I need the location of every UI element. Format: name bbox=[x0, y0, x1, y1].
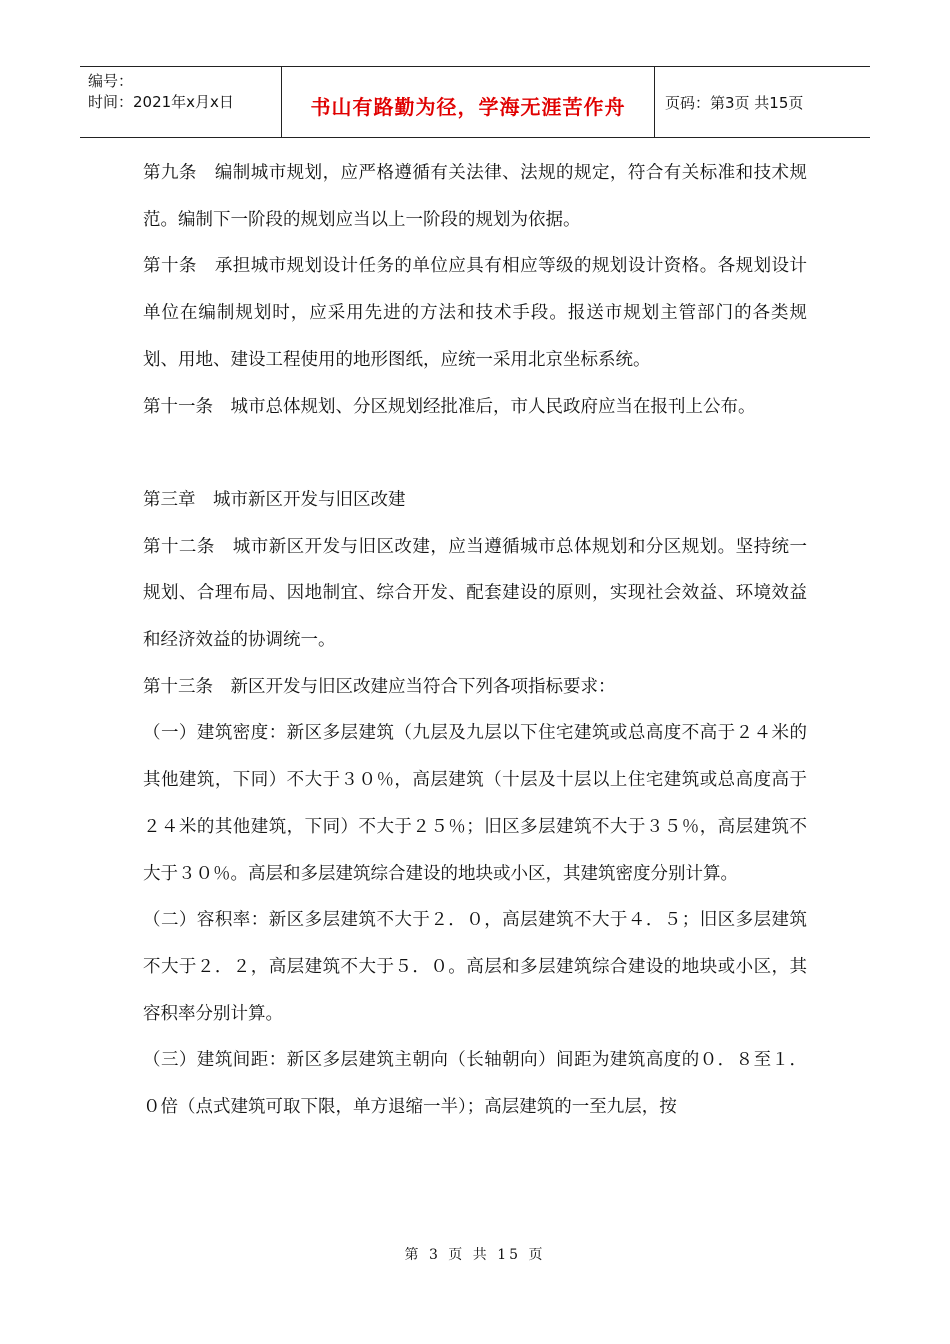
item-building-spacing: （三）建筑间距：新区多层建筑主朝向（长轴朝向）间距为建筑高度的０．８至１．０倍（点式建筑可取下限，单方退缩一半）；高层建筑的一至九层，按 bbox=[143, 1050, 807, 1118]
document-date: 时间：2021年x月x日 bbox=[88, 93, 234, 111]
article-9: 第九条 编制城市规划，应严格遵循有关法律、法规的规定，符合有关标准和技术规范。编制下一阶段的规划应当以上一阶段的规划为依据。 bbox=[143, 163, 807, 230]
header-motto: 书山有路勤为径，学海无涯苦作舟 bbox=[282, 67, 655, 137]
item-floor-area-ratio: （二）容积率：新区多层建筑不大于２．０，高层建筑不大于４．５；旧区多层建筑不大于２．２，高层建筑不大于５．０。高层和多层建筑综合建设的地块或小区，其容积率分别计算。 bbox=[143, 910, 807, 1024]
article-10: 第十条 承担城市规划设计任务的单位应具有相应等级的规划设计资格。各规划设计单位在编制规划时，应采用先进的方法和技术手段。报送市规划主管部门的各类规划、用地、建设工程使用的地形图纸，应统一采用北京坐标系统。 bbox=[143, 256, 807, 370]
page-header bbox=[80, 66, 870, 138]
article-13: 第十三条 新区开发与旧区改建应当符合下列各项指标要求： bbox=[143, 676, 616, 697]
header-meta bbox=[80, 67, 282, 137]
chapter-3-heading: 第三章 城市新区开发与旧区改建 bbox=[143, 489, 406, 510]
article-11: 第十一条 城市总体规划、分区规划经批准后，市人民政府应当在报刊上公布。 bbox=[143, 396, 756, 417]
document-body bbox=[143, 150, 807, 1131]
header-page-info: 页码：第3页 共15页 bbox=[665, 93, 804, 112]
item-building-density: （一）建筑密度：新区多层建筑（九层及九层以下住宅建筑或总高度不高于２４米的其他建筑，下同）不大于３０％，高层建筑（十层及十层以上住宅建筑或总高度高于２４米的其他建筑，下同）不大于２５％；旧区多层建筑不大于３５％，高层建筑不大于３０％。高层和多层建筑综合建设的地块或小区，其建筑密度分别计算。 bbox=[143, 723, 807, 884]
page-footer: 第 3 页 共 15 页 bbox=[404, 1247, 546, 1263]
document-number-label: 编号： bbox=[88, 72, 134, 90]
article-12: 第十二条 城市新区开发与旧区改建，应当遵循城市总体规划和分区规划。坚持统一规划、合理布局、因地制宜、综合开发、配套建设的原则，实现社会效益、环境效益和经济效益的协调统一。 bbox=[143, 536, 807, 651]
blank-line bbox=[143, 430, 807, 477]
